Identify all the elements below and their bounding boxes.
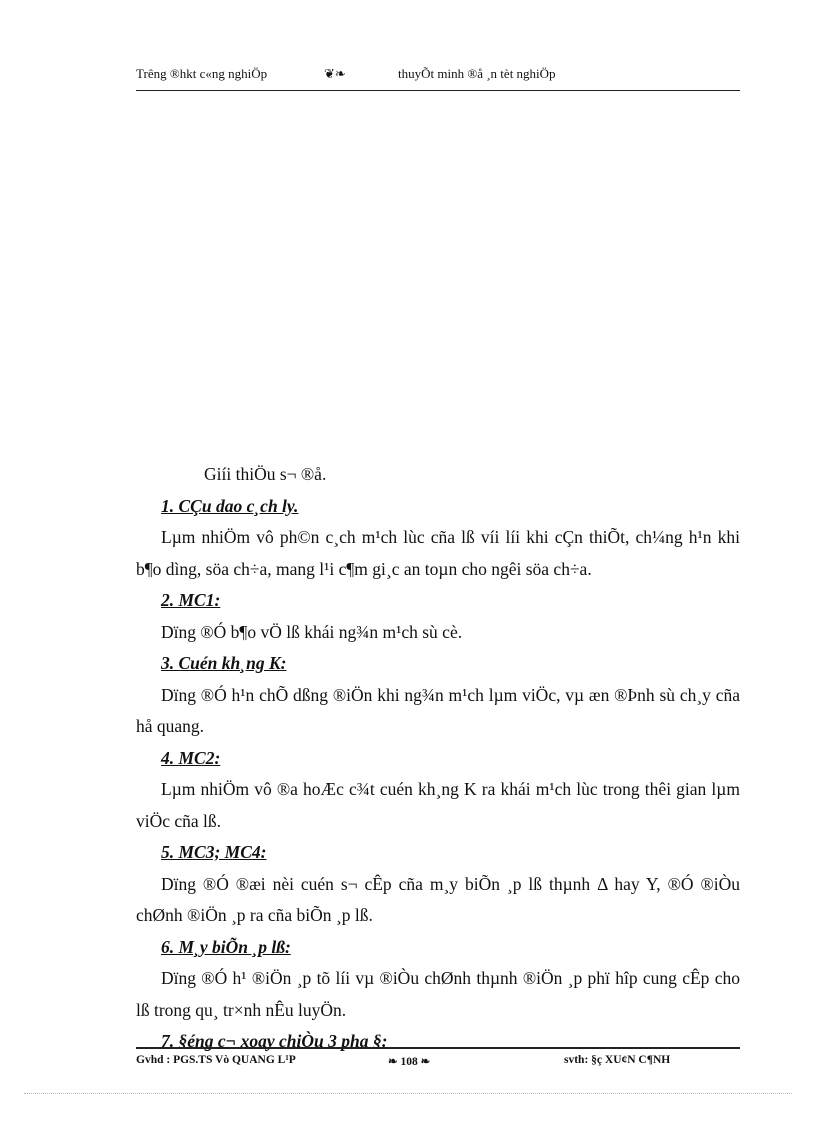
document-body <box>136 459 740 1058</box>
section-heading: 4. MC2: <box>161 747 221 768</box>
footer-supervisor: Gvhd : PGS.TS Vò QUANG L¹P <box>136 1054 296 1066</box>
section-heading: 1. CÇu dao c¸ch ly. <box>161 495 299 516</box>
page-number: ❧ 108 ❧ <box>388 1056 431 1068</box>
section-heading: 2. MC1: <box>161 590 221 610</box>
section-text: Lµm nhiÖm vô ph©n c¸ch m¹ch lùc cña lß víi líi khi cÇn thiÕt, ch¼ng h¹n khi b¶o dìng, söa ch÷a, mang l¹i c¶m gi¸c an toµn cho ngêi söa ch÷a. <box>136 527 740 579</box>
section-text: Dïng ®Ó h¹ ®iÖn ¸p tõ líi vµ ®iÒu chØnh thµnh ®iÖn ¸p phï hîp cung cÊp cho lß trong qu¸ tr×nh nÊu luyÖn. <box>136 968 740 1020</box>
header-ornament-icon: ❦❧ <box>324 66 346 81</box>
header-document-title: thuyÕt minh ®å ¸n tèt nghiÖp <box>398 66 556 81</box>
section-heading: 6. M¸y biÕn ¸p lß: <box>161 936 291 957</box>
section-text: Dïng ®Ó b¶o vÖ lß khái ng¾n m¹ch sù cè. <box>161 621 463 642</box>
section-text: Lµm nhiÖm vô ®a hoÆc c¾t cuén kh¸ng K ra khái m¹ch lùc trong thêi gian lµm viÖc cña lß. <box>136 779 740 831</box>
header-school: Trêng ®hkt c«ng nghiÖp <box>136 66 268 81</box>
footer-student: svth: §ç XU¢N C¶NH <box>564 1054 671 1066</box>
section-heading: 7. §éng c¬ xoay chiÒu 3 pha §: <box>161 1031 388 1051</box>
footer-rule <box>136 1047 740 1049</box>
section-heading: 5. MC3; MC4: <box>161 842 267 862</box>
section-heading: 3. Cuén kh¸ng K: <box>161 653 287 673</box>
section-text: Dïng ®Ó ®æi nèi cuén s¬ cÊp cña m¸y biÕn ¸p lß thµnh Δ hay Y, ®Ó ®iÒu chØnh ®iÖn ¸p ra cña biÕn ¸p lß. <box>136 873 740 925</box>
page-edge-divider <box>24 1093 792 1094</box>
section-text: Dïng ®Ó h¹n chÕ dßng ®iÖn khi ng¾n m¹ch lµm viÖc, vµ æn ®Þnh sù ch¸y cña hå quang. <box>136 684 740 736</box>
intro-line: Giíi thiÖu s¬ ®å. <box>204 464 327 484</box>
header-rule <box>136 90 740 91</box>
